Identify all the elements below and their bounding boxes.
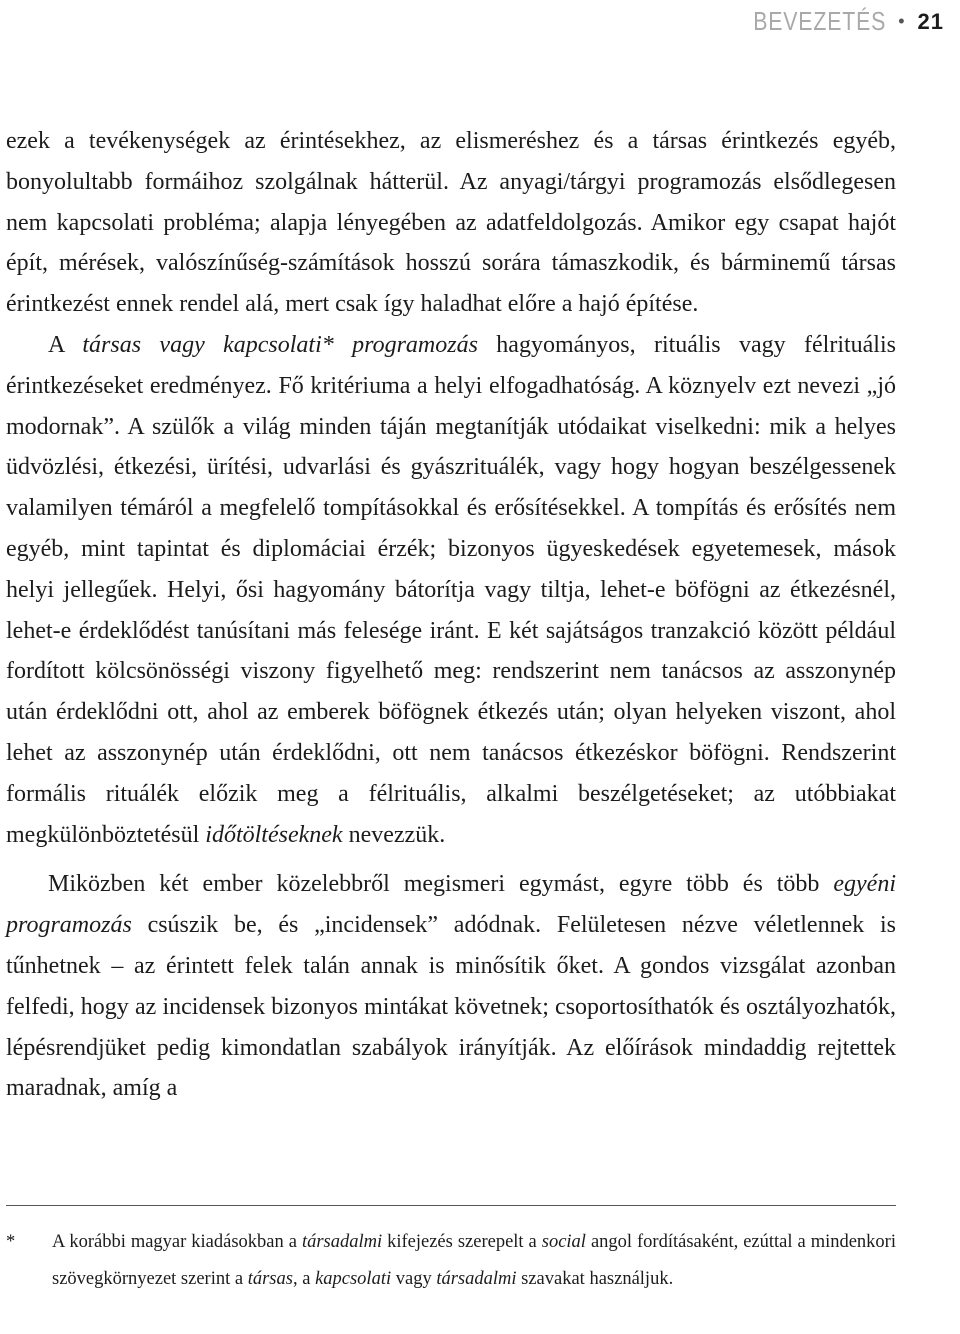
paragraph-2-text-a: A (48, 331, 83, 358)
footnote-emphasis-3: társas (247, 1269, 293, 1289)
footnote-text-3: angol fordításaként, ezúttal a mindenkori szövegkörnyezet szerint a (52, 1232, 896, 1289)
footnote-divider (6, 1205, 896, 1206)
footnote-emphasis-5: társadalmi (436, 1269, 517, 1289)
section-title: BEVEZETÉS (753, 6, 887, 36)
footnote-emphasis-2: social (541, 1232, 586, 1252)
paragraph-3-emphasis-1: egyéni programozás (6, 871, 896, 939)
footnote-text-5: vagy (391, 1269, 437, 1289)
paragraph-3-text-a: Miközben két ember közelebbről megismeri egymást, egyre több és több (48, 871, 834, 898)
paragraph-3-text-b: csúszik be, és „incidensek” adódnak. Felületesen nézve véletlennek is tűnhetnek – az érintett felek talán annak is minősítik őket. A gondos vizsgálat azonban felfedi, hogy az incidensek bizonyos mintákat követnek; csoportosíthatók és osztályozhatók, lépésrendjüket pedig kimondatlan szabályok irányítják. Az előírások mindaddig rejtettek maradnak, amíg a (6, 912, 896, 1102)
paragraph-2-emphasis-2: időtöltéseknek (205, 821, 343, 848)
footnote-text-4: , a (292, 1269, 316, 1289)
footnote-text-1: A korábbi magyar kiadásokban a (52, 1232, 302, 1252)
body-text (6, 121, 896, 1109)
paragraph-3 (6, 864, 896, 1109)
page-number: 21 (917, 8, 944, 34)
paragraph-2 (6, 325, 896, 855)
running-head (724, 6, 944, 37)
paragraph-1-text: ezek a tevékenységek az érintésekhez, az elismeréshez és a társas érintkezés egyéb, bonyolultabb formáihoz szolgálnak hátterül. Az anyagi/tárgyi programozás elsődlegesen nem kapcsolati probléma; alapja lényegében az adatfeldolgozás. Amikor egy csapat hajót épít, mérések, valószínűség-számítások hosszú sorára támaszkodik, és bárminemű társas érintkezést ennek rendel alá, mert csak így haladhat előre a hajó építése. (6, 128, 896, 318)
footnote-emphasis-4: kapcsolati (315, 1269, 392, 1289)
paragraph-2-emphasis-1: társas vagy kapcsolati* programozás (82, 331, 478, 358)
paragraph-2-text-c: nevezzük. (342, 821, 446, 848)
footnote (6, 1224, 896, 1298)
footnote-text-6: szavakat használjuk. (516, 1269, 674, 1289)
header-separator: • (898, 11, 906, 31)
footnote-text (52, 1224, 896, 1298)
footnote-text-2: kifejezés szerepelt a (382, 1232, 542, 1252)
paragraph-2-text-b: hagyományos, rituális vagy félrituális érintkezéseket eredményez. Fő kritériuma a helyi elfogadhatóság. A köznyelv ezt nevezi „jó modornak”. A szülők a világ minden táján megtanítják utódaikat viselkedni: mik a helyes üdvözlési, étkezési, ürítési, udvarlási és gyászrituálék, vagy hogy hogyan beszélgessenek valamilyen témáról a megfelelő tompításokkal és erősítésekkel. A tompítás és erősítés nem egyéb, mint tapintat és diplomáciai érzék; bizonyos ügyeskedések egyetemesek, mások helyi jellegűek. Helyi, ősi hagyomány bátorítja vagy tiltja, lehet-e böfögni az étkezésnél, lehet-e érdeklődést tanúsítani más felesége iránt. E két sajátságos tranzakció között például fordított kölcsönösségi viszony figyelhető meg: rendszerint nem tanácsos az asszonynép után érdeklődni ott, ahol az emberek böfögnek étkezés után; olyan helyeken viszont, ahol lehet az asszonynép után érdeklődni, ott nem tanácsos étkezéskor böfögni. Rendszerint formális rituálék előzik meg a félrituális, alkalmi beszélgetéseket; az utóbbiakat megkülönböztetésül (6, 331, 896, 848)
footnote-marker: * (6, 1232, 16, 1252)
paragraph-1 (6, 121, 896, 325)
footnote-emphasis-1: társadalmi (301, 1232, 383, 1252)
